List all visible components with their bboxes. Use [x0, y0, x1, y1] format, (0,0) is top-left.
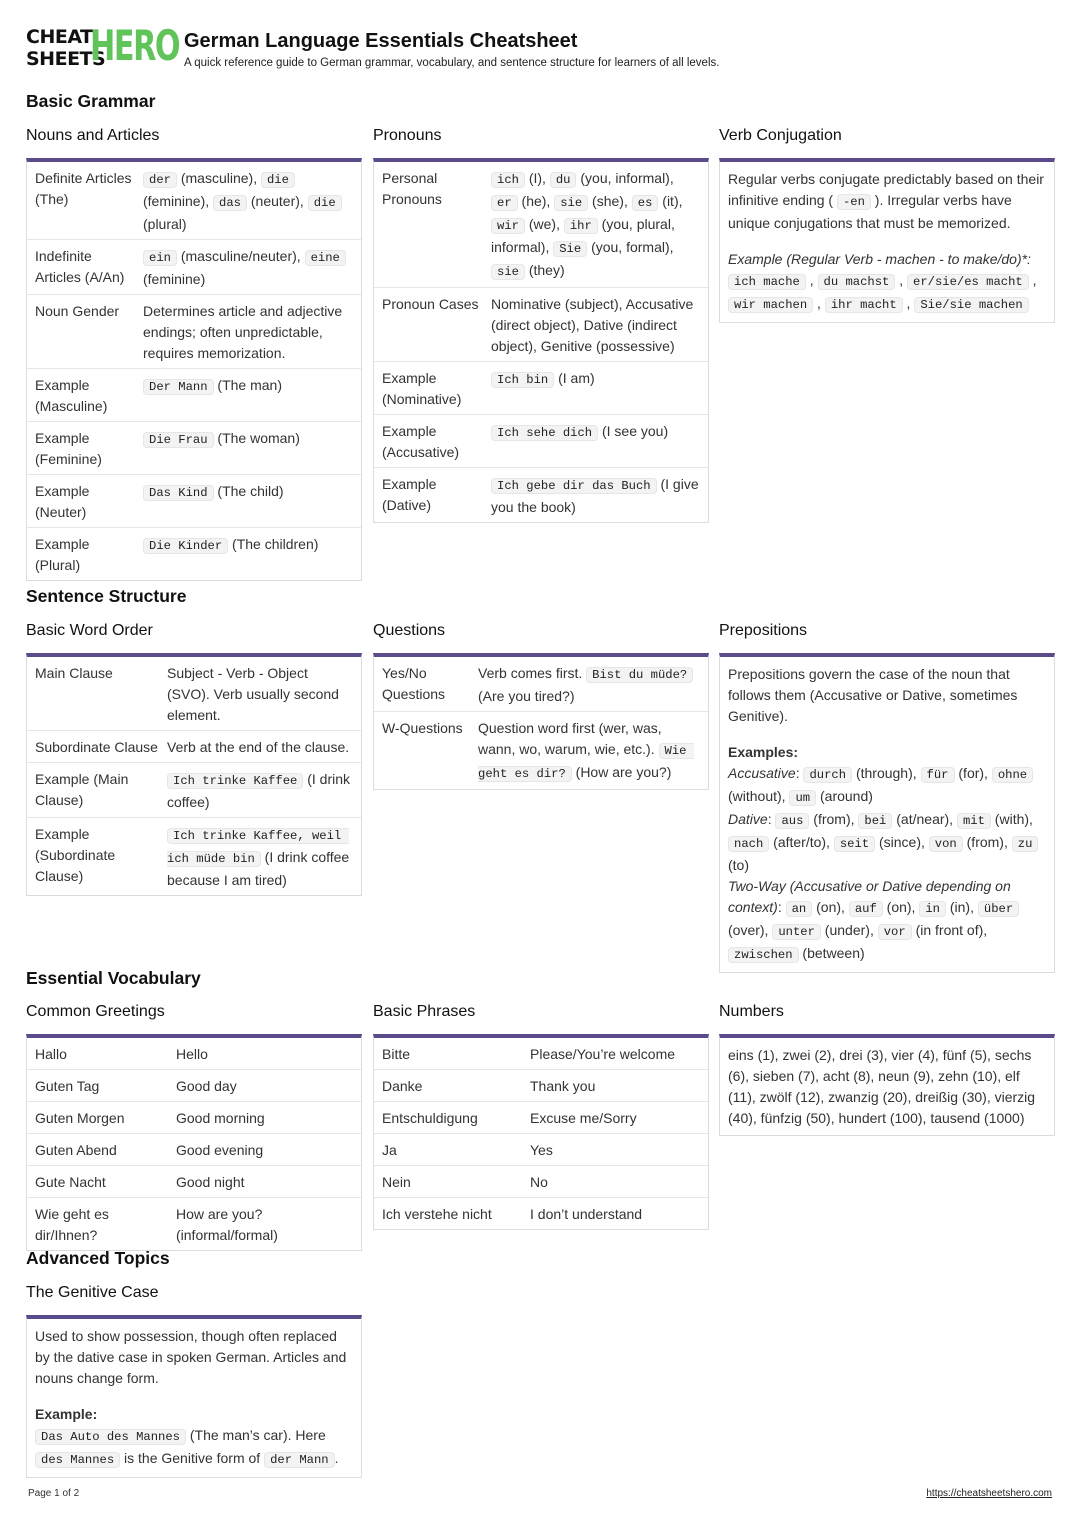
card-body: [26, 1315, 362, 1478]
table-row: [374, 1166, 708, 1198]
row-label: Subordinate Clause: [35, 739, 158, 755]
genitive-intro: Used to show possession, though often replaced by the dative case in spoken German. Articles and nouns change form.: [35, 1328, 347, 1386]
code-snippet: die: [308, 195, 342, 211]
table-row: [27, 818, 361, 895]
row-value: Ich sehe dich (I see you): [491, 421, 700, 463]
code-snippet: aus: [775, 813, 809, 829]
table-row: [27, 162, 361, 240]
code-snippet: Ich gebe dir das Buch: [491, 478, 657, 494]
code-snippet: -en: [837, 194, 871, 210]
card-title: Nouns and Articles: [26, 127, 160, 144]
row-label: Example (Dative): [382, 476, 437, 513]
verb-example-label: Example (Regular Verb - machen - to make/do)*:: [728, 251, 1031, 267]
row-value: Ich gebe dir das Buch (I give you the book): [491, 476, 699, 515]
row-value: ein (masculine/neuter), eine (feminine): [143, 246, 353, 290]
section-essential-vocabulary: Essential Vocabulary: [26, 968, 201, 988]
code-snippet: über: [978, 901, 1019, 917]
row-label: Hallo: [35, 1046, 67, 1062]
row-value: Ich trinke Kaffee (I drink coffee): [167, 771, 351, 810]
table-row: [374, 1102, 708, 1134]
table-row: [27, 528, 361, 580]
row-value: Ich trinke Kaffee, weil ich müde bin (I drink coffee because I am tired): [167, 829, 350, 888]
row-value: Question word first (wer, was, wann, wo, warum, wie, etc.). Wie geht es dir? (How are you?): [478, 720, 694, 781]
page-number: Page 1 of 2: [28, 1488, 80, 1499]
code-snippet: für: [921, 767, 955, 783]
row-value: Ich bin (I am): [491, 368, 700, 410]
table-row: [374, 162, 708, 288]
section-basic-grammar: Basic Grammar: [26, 91, 156, 111]
table-row: [27, 240, 361, 295]
row-label: Example (Plural): [35, 536, 90, 573]
row-label: Example (Subordinate Clause): [35, 826, 116, 884]
prepositions-accusative: [728, 763, 1046, 809]
code-snippet: bei: [858, 813, 892, 829]
card-prepositions: [719, 620, 1055, 973]
code-snippet: Bist du müde?: [586, 667, 693, 683]
row-value: Die Frau (The woman): [143, 428, 353, 470]
code-snippet: eine: [305, 250, 346, 266]
card-title: Verb Conjugation: [719, 127, 842, 144]
row-value: Please/You’re welcome: [530, 1046, 676, 1062]
card-genitive-case: [26, 1282, 362, 1478]
row-value: Thank you: [530, 1078, 596, 1094]
code-snippet: sie: [554, 195, 588, 211]
code-snippet: auf: [849, 901, 883, 917]
row-label: Example (Nominative): [382, 370, 462, 407]
section-sentence-structure: Sentence Structure: [26, 586, 187, 606]
card-body: [719, 158, 1055, 323]
twoway-label: Two-Way (Accusative or Dative depending on context): [728, 878, 1011, 915]
table-row: [27, 657, 361, 731]
numbers-list: eins (1), zwei (2), drei (3), vier (4), fünf (5), sechs (6), sieben (7), acht (8), neun (9), zehn (10), elf (11), zwölf (12), zwanzig (20), dreißig (30), vierzig (40), fünfzig (50), hundert (100), tausend (1000): [728, 1047, 1036, 1126]
table: [26, 158, 362, 581]
code-snippet: ihr macht: [825, 297, 903, 313]
table: [26, 1034, 362, 1251]
logo-cheat: CHEAT: [26, 26, 93, 48]
table-row: [374, 468, 708, 522]
row-label: Gute Nacht: [35, 1174, 106, 1190]
prepositions-dative: [728, 809, 1046, 876]
code-snippet: du: [550, 172, 577, 188]
card-body: [719, 1034, 1055, 1136]
table-row: [374, 1198, 708, 1229]
site-link[interactable]: https://cheatsheetshero.com: [926, 1488, 1052, 1499]
code-snippet: Sie/sie machen: [914, 297, 1028, 313]
verb-description: Regular verbs conjugate predictably based on their infinitive ending ( -en ). Irregular verbs have unique conjugations that must be memorized.: [728, 171, 1044, 231]
row-value: Yes: [530, 1142, 553, 1158]
prepositions-intro: Prepositions govern the case of the noun that follows them (Accusative or Dative, sometimes Genitive).: [728, 666, 1018, 724]
row-value: Subject - Verb - Object (SVO). Verb usually second element.: [167, 665, 339, 723]
accusative-list: : durch (through), für (for), ohne (without), um (around): [728, 765, 1033, 804]
row-value: No: [530, 1174, 548, 1190]
row-value: ich (I), du (you, informal), er (he), sie (she), es (it), wir (we), ihr (you, plural, informal), Sie (you, formal), sie (they): [491, 170, 683, 279]
table-row: [374, 712, 708, 789]
code-snippet: er: [491, 195, 518, 211]
table-row: [374, 1038, 708, 1070]
code-snippet: ich: [491, 172, 525, 188]
row-value: Nominative (subject), Accusative (direct object), Dative (indirect object), Genitive (possessive): [491, 296, 694, 354]
row-value: Hello: [176, 1046, 208, 1062]
card-basic-phrases: [373, 1001, 709, 1230]
code-snippet: das: [213, 195, 247, 211]
code-snippet: Die Frau: [143, 432, 214, 448]
row-label: Pronoun Cases: [382, 296, 479, 312]
code-snippet: Ich sehe dich: [491, 425, 598, 441]
code-snippet: Die Kinder: [143, 538, 228, 554]
card-pronouns: [373, 125, 709, 523]
table-row: [374, 1070, 708, 1102]
row-value: Good morning: [176, 1110, 265, 1126]
row-value: Excuse me/Sorry: [530, 1110, 637, 1126]
code-snippet: zwischen: [728, 947, 799, 963]
code-snippet: mit: [957, 813, 991, 829]
row-value: Good night: [176, 1174, 245, 1190]
table-row: [27, 369, 361, 422]
code-snippet: um: [789, 790, 816, 806]
row-label: Nein: [382, 1174, 411, 1190]
row-label: Definite Articles (The): [35, 170, 132, 207]
row-label: Personal Pronouns: [382, 170, 442, 207]
code-snippet: in: [919, 901, 946, 917]
code-snippet: er/sie/es macht: [907, 274, 1029, 290]
row-value: Verb at the end of the clause.: [167, 739, 350, 755]
row-value: der (masculine), die (feminine), das (neuter), die (plural): [143, 168, 353, 235]
card-title: Common Greetings: [26, 1003, 165, 1020]
row-label: Guten Tag: [35, 1078, 100, 1094]
card-basic-word-order: [26, 620, 362, 896]
card-title: Basic Word Order: [26, 622, 153, 639]
page-subtitle: A quick reference guide to German grammar, vocabulary, and sentence structure for learners of all levels.: [184, 57, 720, 69]
code-snippet: ich mache: [728, 274, 806, 290]
table-row: [27, 1134, 361, 1166]
row-label: Yes/No Questions: [382, 665, 446, 702]
code-snippet: Das Kind: [143, 485, 214, 501]
row-label: Indefinite Articles (A/An): [35, 248, 125, 285]
row-label: Ja: [382, 1142, 397, 1158]
row-value: Verb comes first. Bist du müde? (Are you tired?): [478, 663, 700, 707]
table-row: [27, 1198, 361, 1250]
row-label: Ich verstehe nicht: [382, 1206, 492, 1222]
row-label: Example (Accusative): [382, 423, 460, 460]
code-snippet: ein: [143, 250, 177, 266]
dative-label: Dative: [728, 811, 768, 827]
prepositions-twoway: [728, 876, 1046, 966]
code-snippet: Das Auto des Mannes: [35, 1429, 186, 1445]
card-title: The Genitive Case: [26, 1284, 159, 1301]
table: [373, 158, 709, 523]
table-row: [27, 763, 361, 818]
table-row: [27, 1102, 361, 1134]
page-header: [26, 21, 1056, 74]
card-title: Numbers: [719, 1003, 784, 1020]
logo-sheets: SHEETS: [26, 48, 106, 70]
code-snippet: zu: [1012, 836, 1039, 852]
code-snippet: des Mannes: [35, 1452, 120, 1468]
genitive-example-label: Example:: [35, 1406, 98, 1422]
row-label: Example (Feminine): [35, 430, 102, 467]
code-snippet: ohne: [992, 767, 1033, 783]
table-row: [27, 422, 361, 475]
section-advanced-topics: Advanced Topics: [26, 1248, 170, 1268]
code-snippet: der Mann: [264, 1452, 335, 1468]
card-verb-conjugation: [719, 125, 1055, 323]
cheatsheetshero-logo[interactable]: [26, 21, 180, 72]
genitive-example: Das Auto des Mannes (The man’s car). Here des Mannes is the Genitive form of der Mann .: [35, 1425, 353, 1471]
row-label: Example (Masculine): [35, 377, 108, 414]
code-snippet: Ich bin: [491, 372, 554, 388]
code-snippet: Der Mann: [143, 379, 214, 395]
row-label: Guten Abend: [35, 1142, 117, 1158]
row-label: Noun Gender: [35, 303, 120, 319]
table-row: [374, 288, 708, 362]
code-snippet: seit: [834, 836, 875, 852]
table-row: [27, 295, 361, 369]
row-label: Danke: [382, 1078, 423, 1094]
table: [26, 653, 362, 896]
card-title: Prepositions: [719, 622, 808, 639]
logo-hero: HERO: [90, 21, 180, 70]
verb-example-forms: ich mache , du machst , er/sie/es macht , wir machen , ihr macht , Sie/sie machen: [728, 270, 1046, 316]
card-body: [719, 653, 1055, 973]
code-snippet: Sie: [553, 241, 587, 257]
code-snippet: es: [632, 195, 659, 211]
row-value: Die Kinder (The children): [143, 534, 353, 576]
code-snippet: wir machen: [728, 297, 813, 313]
page-title: German Language Essentials Cheatsheet: [184, 30, 578, 52]
table-row: [27, 1070, 361, 1102]
row-value: Good evening: [176, 1142, 264, 1158]
code-snippet: von: [929, 836, 963, 852]
row-label: W-Questions: [382, 720, 463, 736]
code-snippet: sie: [491, 264, 525, 280]
dative-list: : aus (from), bei (at/near), mit (with), nach (after/to), seit (since), von (from), zu (to): [728, 811, 1038, 873]
code-snippet: Wie geht es dir?: [478, 744, 694, 781]
prepositions-examples-label: Examples:: [728, 744, 799, 760]
card-title: Pronouns: [373, 127, 442, 144]
table-row: [374, 657, 708, 712]
table-row: [27, 731, 361, 763]
row-value: I don’t understand: [530, 1206, 643, 1222]
row-value: Das Kind (The child): [143, 481, 353, 523]
code-snippet: vor: [878, 924, 912, 940]
code-snippet: an: [786, 901, 813, 917]
code-snippet: die: [261, 172, 295, 188]
row-label: Main Clause: [35, 665, 113, 681]
code-snippet: du machst: [818, 274, 896, 290]
code-snippet: ihr: [564, 218, 598, 234]
table-row: [27, 1038, 361, 1070]
code-snippet: durch: [803, 767, 852, 783]
table-row: [374, 362, 708, 415]
table: [373, 653, 709, 790]
card-questions: [373, 620, 709, 790]
row-label: Bitte: [382, 1046, 411, 1062]
row-value: How are you? (informal/formal): [176, 1206, 278, 1243]
accusative-label: Accusative: [728, 765, 796, 781]
code-snippet: nach: [728, 836, 769, 852]
code-snippet: Ich trinke Kaffee, weil ich müde bin: [167, 829, 349, 866]
card-common-greetings: [26, 1001, 362, 1251]
table-row: [27, 1166, 361, 1198]
table: [373, 1034, 709, 1230]
row-label: Entschuldigung: [382, 1110, 478, 1126]
card-numbers: [719, 1001, 1055, 1136]
row-value: Der Mann (The man): [143, 375, 353, 417]
row-label: Example (Neuter): [35, 483, 90, 520]
code-snippet: Ich trinke Kaffee: [167, 773, 303, 789]
card-title: Questions: [373, 622, 446, 639]
row-label: Wie geht es dir/Ihnen?: [35, 1206, 109, 1243]
table-row: [27, 475, 361, 528]
row-value: Determines article and adjective endings; often unpredictable, requires memorization.: [143, 303, 343, 361]
card-title: Basic Phrases: [373, 1003, 476, 1020]
code-snippet: wir: [491, 218, 525, 234]
row-label: Example (Main Clause): [35, 771, 129, 808]
row-label: Guten Morgen: [35, 1110, 125, 1126]
card-nouns-articles: [26, 125, 362, 581]
twoway-list: : an (on), auf (on), in (in), über (over), unter (under), vor (in front of), zwischen (between): [728, 899, 1019, 961]
table-row: [374, 415, 708, 468]
table-row: [374, 1134, 708, 1166]
row-value: Good day: [176, 1078, 237, 1094]
code-snippet: unter: [772, 924, 821, 940]
code-snippet: der: [143, 172, 177, 188]
